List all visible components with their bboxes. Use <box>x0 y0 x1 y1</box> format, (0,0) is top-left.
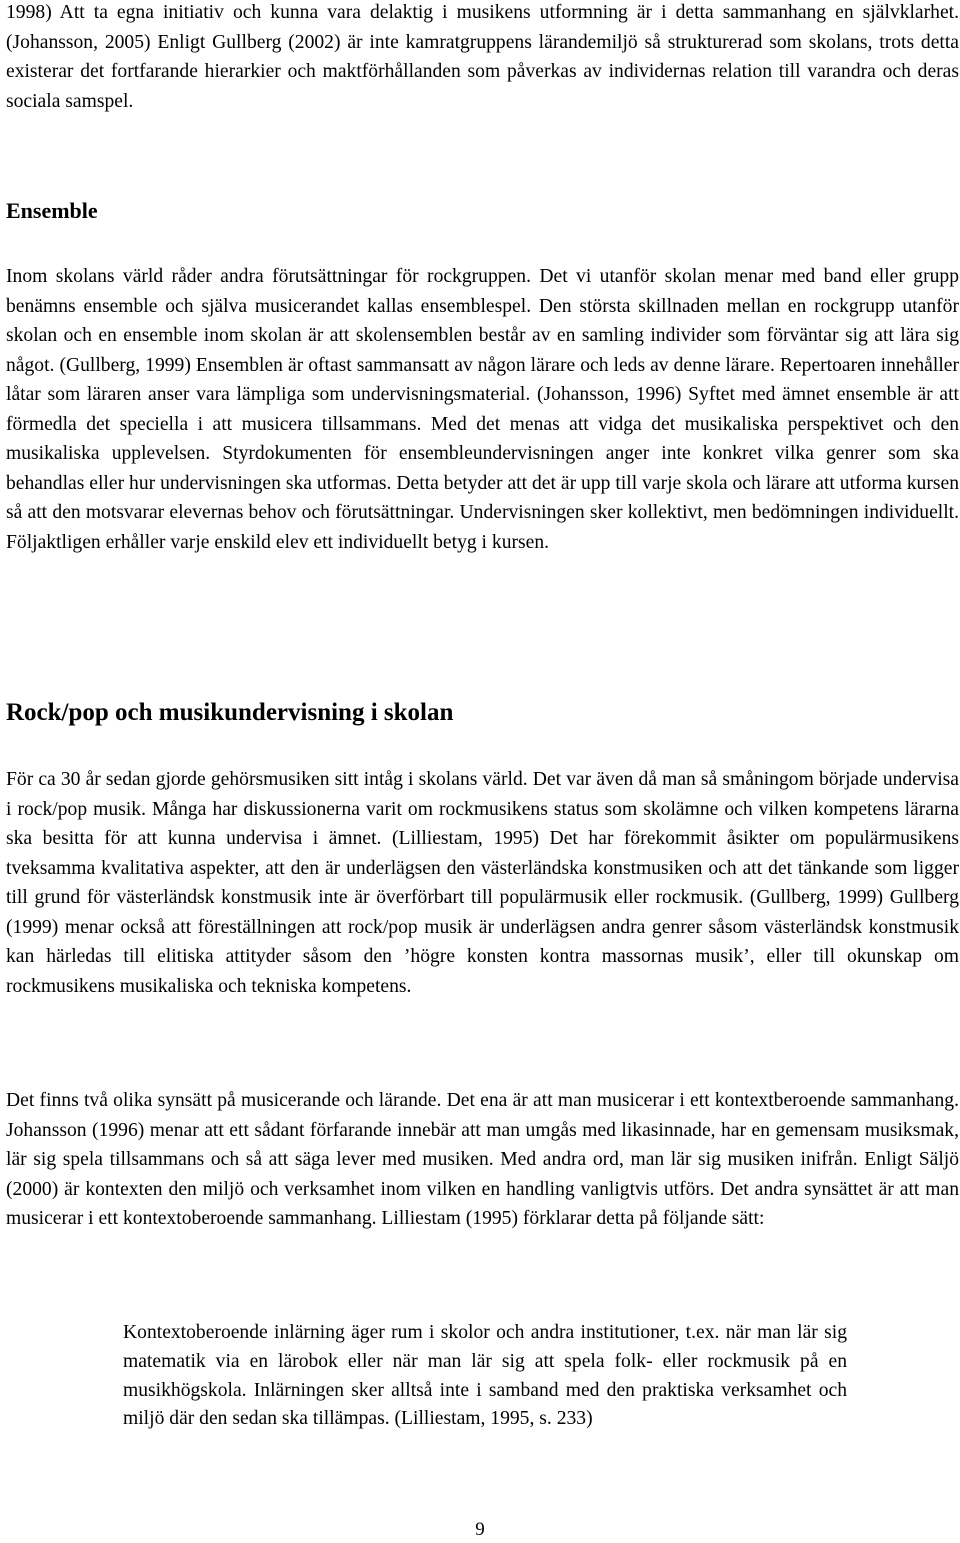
paragraph-intro-continuation: 1998) Att ta egna initiativ och kunna vara delaktig i musikens utformning är i detta sammanhang en självklarhet. (Johansson, 2005) Enligt Gullberg (2002) är inte kamratgruppens lärandemiljö så strukturerad som skolans, trots detta existerar det fortfarande hierarkier och maktförhållanden som påverkas av individernas relation till varandra och deras sociala samspel. <box>6 2 959 112</box>
section-heading-rock-pop: Rock/pop och musikundervisning i skolan <box>6 699 454 726</box>
block-quote: Kontextoberoende inlärning äger rum i skolor och andra institutioner, t.ex. när man lär sig matematik via en lärobok eller när man lär sig att spela folk- eller rockmusik på en musikhögskola. Inlärningen sker alltså inte i samband med den praktiska verksamhet och miljö där den sedan ska tillämpas. (Lilliestam, 1995, s. 233) <box>123 1322 847 1430</box>
section-heading-ensemble: Ensemble <box>6 198 98 223</box>
paragraph-ensemble: Inom skolans värld råder andra förutsättningar för rockgruppen. Det vi utanför skolan menar med band eller grupp benämns ensemble och själva musicerandet kallas ensemblespel. Den största skillnaden mellan en rockgrupp utanför skolan och en ensemble inom skolan är att skolensemblen består av en samling individer som förväntar sig att lära sig något. (Gullberg, 1999) Ensemblen är oftast sammansatt av någon lärare och leds av denne lärare. Repertoaren innehåller låtar som läraren anser vara lämpliga som undervisningsmaterial. (Johansson, 1996) Syftet med ämnet ensemble är att förmedla det speciella i att musicera tillsammans. Med det menas att vidga det musikaliska perspektivet och den musikaliska upplevelsen. Styrdokumenten för ensembleundervisningen anger inte konkret vilka genrer som ska behandlas eller hur undervisningen ska utformas. Detta betyder att det är upp till varje skola och lärare att utforma kursen så att den motsvarar elevernas behov och förutsättningar. Undervisningen sker kollektivt, men bedömningen individuellt. Följaktligen erhåller varje enskild elev ett individuellt betyg i kursen. <box>6 266 959 553</box>
page-number: 9 <box>475 1519 485 1540</box>
paragraph-rock-pop: För ca 30 år sedan gjorde gehörsmusiken sitt intåg i skolans värld. Det var även då man så småningom började undervisa i rock/pop musik. Många har diskussionerna varit om rockmusikens status som skolämne och vilken kompetens lärarna ska besitta för att kunna undervisa i ämnet. (Lilliestam, 1995) Det har förekommit åsikter om populärmusikens tveksamma kvalitativa aspekter, att den är underlägsen den västerländska konstmusiken och att det tänkande som ligger till grund för västerländsk konstmusik inte är överförbart till populärmusik eller rockmusik. (Gullberg, 1999) Gullberg (1999) menar också att föreställningen att rock/pop musik är underlägsen andra genrer såsom västerländsk konstmusik kan härledas till elitiska attityder såsom den ’högre konsten kontra massornas musik’, eller till okunskap om rockmusikens musikaliska och tekniska kompetens. <box>6 769 959 997</box>
paragraph-learning-views: Det finns två olika synsätt på musicerande och lärande. Det ena är att man musicerar i ett kontextberoende sammanhang. Johansson (1996) menar att ett sådant förfarande innebär att man umgås med likasinnade, har en gemensam musiksmak, lär sig spela tillsammans och så att säga lever med musiken. Med andra ord, man lär sig musiken inifrån. Enligt Säljö (2000) är kontexten den miljö och verksamhet inom vilken en handling vanligtvis utförs. Det andra synsättet är att man musicerar i ett kontextoberoende sammanhang. Lilliestam (1995) förklarar detta på följande sätt: <box>6 1090 959 1229</box>
